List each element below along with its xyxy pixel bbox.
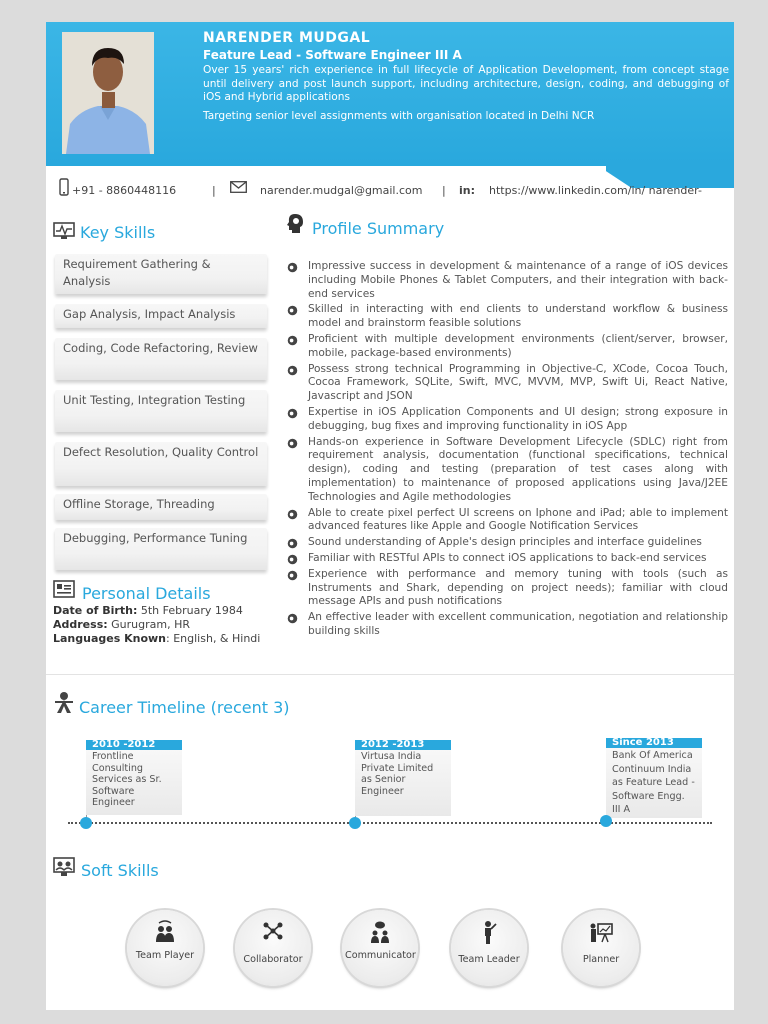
phone-number[interactable]: +91 - 8860448116 bbox=[72, 184, 177, 197]
dob-value: 5th February 1984 bbox=[137, 604, 243, 617]
soft-skill-badge bbox=[127, 910, 203, 986]
contact-row bbox=[56, 176, 728, 198]
linkedin-link[interactable]: https://www.linkedin.com/in/ narender- bbox=[489, 184, 702, 197]
profile-photo bbox=[62, 32, 154, 154]
bullet-text: Experience with performance and memory tuning with tools (such as Instruments and Shark, depending on project needs); familiar with cloud message APIs and push notifications bbox=[308, 567, 728, 608]
section-divider bbox=[46, 674, 734, 675]
bullet-text: Impressive success in development & maintenance of a range of iOS devices including Mobile Phones & Tablet Computers, and their integration with back-end services bbox=[308, 260, 728, 300]
languages-value: : English, & Hindi bbox=[166, 632, 261, 645]
soft-skill-label: Collaborator bbox=[243, 954, 303, 965]
soft-skill-label: Team Player bbox=[135, 950, 195, 961]
planner-icon bbox=[589, 920, 613, 944]
timeline-text: Bank Of America Continuum India as Feature Lead - Software Engg. III A bbox=[612, 750, 695, 815]
list-item bbox=[286, 611, 728, 639]
bullet-icon bbox=[287, 538, 298, 549]
dob-row bbox=[53, 604, 243, 617]
bullet-icon bbox=[287, 570, 298, 581]
phone-icon bbox=[59, 178, 69, 196]
bullet-icon bbox=[287, 554, 298, 565]
bullet-icon bbox=[287, 335, 298, 346]
communicator-icon bbox=[368, 920, 392, 944]
timeline-entry bbox=[606, 738, 702, 818]
skill-item: Coding, Code Refactoring, Review bbox=[55, 338, 267, 380]
team-leader-icon bbox=[477, 920, 501, 944]
soft-skill-badge bbox=[342, 910, 418, 986]
timeline-years: 2012 -2013 bbox=[355, 740, 451, 750]
bullet-text: Familiar with RESTful APIs to connect iOS applications to back-end services bbox=[308, 551, 707, 564]
list-item bbox=[286, 260, 728, 301]
languages-row bbox=[53, 632, 260, 645]
bullet-icon bbox=[287, 365, 298, 376]
contact-separator: | bbox=[442, 184, 446, 197]
bullet-text: Able to create pixel perfect UI screens on Iphone and iPad; able to implement advanced features like Apple and Google Notification Services bbox=[308, 506, 728, 533]
job-title: Feature Lead - Software Engineer III A bbox=[203, 48, 462, 62]
skill-item: Debugging, Performance Tuning bbox=[55, 528, 267, 570]
timeline-entry bbox=[355, 740, 451, 816]
header-banner bbox=[46, 22, 734, 166]
soft-skill-label: Communicator bbox=[345, 950, 416, 961]
address-label: Address: bbox=[53, 618, 108, 631]
resume-page bbox=[46, 22, 734, 1010]
profile-summary-icon bbox=[286, 213, 304, 235]
list-item bbox=[286, 568, 728, 609]
skill-item: Gap Analysis, Impact Analysis bbox=[55, 304, 267, 328]
list-item bbox=[286, 507, 728, 535]
languages-label: Languages Known bbox=[53, 632, 167, 645]
soft-skill-badge bbox=[451, 910, 527, 986]
timeline-entry bbox=[86, 740, 182, 815]
bullet-text: Sound understanding of Apple's design principles and interface guidelines bbox=[308, 536, 702, 549]
linkedin-label: in: bbox=[459, 184, 476, 197]
career-target: Targeting senior level assignments with organisation located in Delhi NCR bbox=[203, 110, 595, 122]
profile-summary-title: Profile Summary bbox=[312, 219, 445, 238]
list-item bbox=[286, 363, 728, 404]
bullet-text: An effective leader with excellent communication, negotiation and relationship building skills bbox=[308, 611, 728, 637]
soft-skill-badge bbox=[563, 910, 639, 986]
timeline-text: Frontline Consulting Services as Sr. Software Engineer bbox=[92, 751, 162, 809]
list-item bbox=[286, 552, 728, 566]
bullet-icon bbox=[287, 262, 298, 273]
timeline-years: Since 2013 bbox=[606, 738, 702, 748]
team-player-icon bbox=[153, 920, 177, 944]
email-link[interactable]: narender.mudgal@gmail.com bbox=[260, 184, 423, 197]
soft-skills-icon bbox=[53, 856, 75, 878]
timeline-axis bbox=[68, 822, 712, 824]
contact-separator: | bbox=[212, 184, 216, 197]
list-item bbox=[286, 333, 728, 361]
list-item bbox=[286, 536, 728, 550]
skill-item: Offline Storage, Threading bbox=[55, 494, 267, 520]
bullet-icon bbox=[287, 438, 298, 449]
bullet-text: Skilled in interacting with end clients to understand workflow & business model and brainstorm feasible solutions bbox=[308, 303, 728, 330]
bullet-text: Expertise in iOS Application Components and UI design; strong exposure in debugging, bug fixes and improving functionality in iOS App bbox=[308, 405, 728, 432]
address-row bbox=[53, 618, 190, 631]
skill-item: Unit Testing, Integration Testing bbox=[55, 390, 267, 432]
list-item bbox=[286, 436, 728, 505]
collaborator-icon bbox=[261, 920, 285, 944]
dob-label: Date of Birth: bbox=[53, 604, 138, 617]
career-timeline-icon bbox=[53, 691, 75, 715]
timeline-text: Virtusa India Private Limited as Senior Engineer bbox=[361, 751, 434, 797]
timeline-dot bbox=[80, 817, 92, 829]
timeline-dot bbox=[600, 815, 612, 827]
soft-skills-title: Soft Skills bbox=[81, 861, 159, 880]
soft-skill-badge bbox=[235, 910, 311, 986]
bullet-text: Hands-on experience in Software Development Lifecycle (SDLC) right from requirement analysis, documentation (functional specifications, technical design), coding and testing (preparation of test cases along with implementation) to maintenance of proposed applications using Java/J2EE Technologies and Agile methodologies bbox=[308, 435, 728, 503]
timeline-dot bbox=[349, 817, 361, 829]
key-skills-icon bbox=[53, 222, 75, 240]
personal-details-title: Personal Details bbox=[82, 584, 211, 603]
header-summary: Over 15 years' rich experience in full lifecycle of Application Development, from concept stage until delivery and post launch support, including architecture, design, coding, and debugging of iOS and Hybrid applications bbox=[203, 64, 729, 103]
bullet-icon bbox=[287, 305, 298, 316]
bullet-icon bbox=[287, 408, 298, 419]
career-timeline-title: Career Timeline (recent 3) bbox=[79, 698, 290, 717]
skill-item: Defect Resolution, Quality Control bbox=[55, 442, 267, 486]
soft-skill-label: Team Leader bbox=[458, 954, 520, 965]
email-icon bbox=[230, 181, 247, 193]
key-skills-title: Key Skills bbox=[80, 223, 156, 242]
list-item bbox=[286, 303, 728, 331]
bullet-icon bbox=[287, 509, 298, 520]
list-item bbox=[286, 406, 728, 434]
bullet-text: Proficient with multiple development environments (client/server, browser, mobile, package-based environments) bbox=[308, 332, 728, 359]
bullet-text: Possess strong technical Programming in Objective-C, XCode, Cocoa Touch, Cocoa Framework, SQLite, Swift, MVC, MVVM, MVP, Swift Ui, React Native, Javascript and JSON bbox=[308, 362, 728, 403]
candidate-name: NARENDER MUDGAL bbox=[203, 30, 371, 46]
timeline-years: 2010 -2012 bbox=[86, 740, 182, 750]
bullet-icon bbox=[287, 613, 298, 624]
personal-details-icon bbox=[53, 580, 75, 598]
soft-skill-label: Planner bbox=[582, 954, 620, 965]
skill-item: Requirement Gathering & Analysis bbox=[55, 254, 267, 294]
profile-bullet-list bbox=[286, 260, 728, 641]
address-value: Gurugram, HR bbox=[107, 618, 190, 631]
